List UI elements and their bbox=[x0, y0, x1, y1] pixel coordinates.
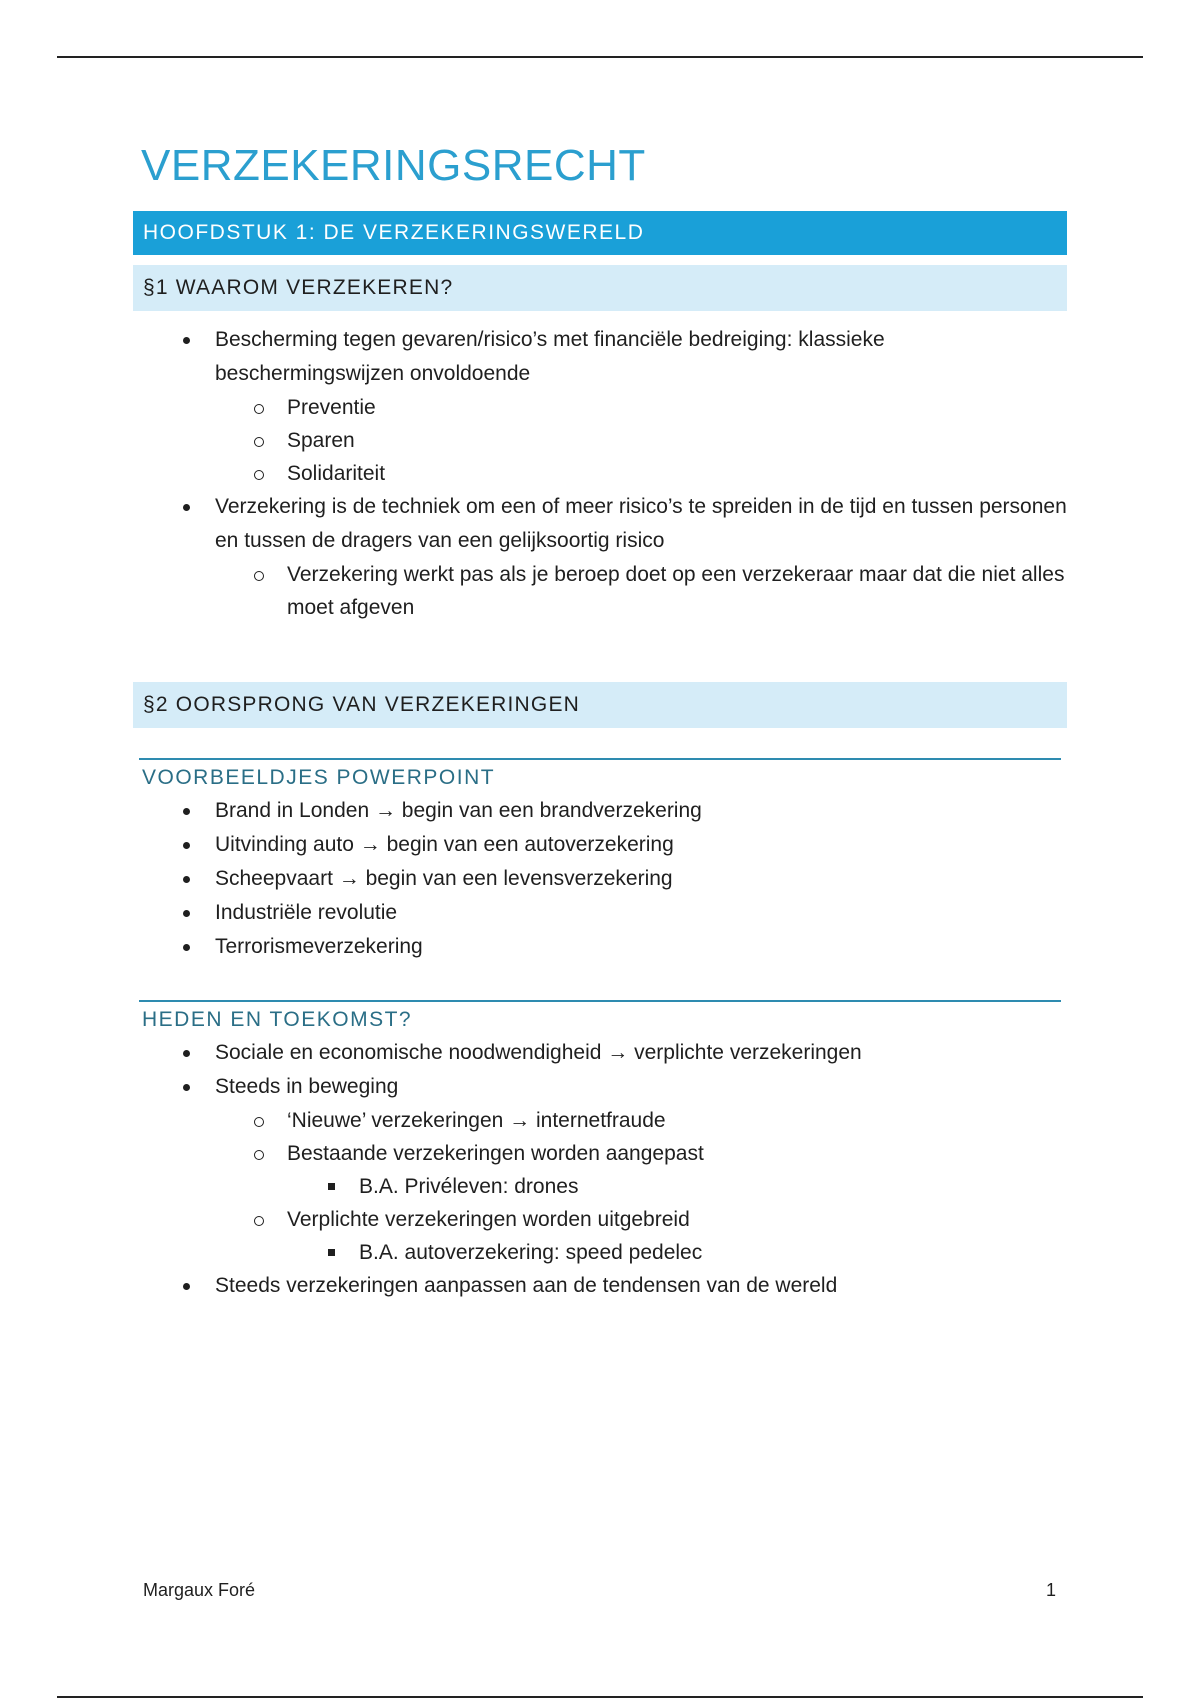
sub-sub-list-item: B.A. Privéleven: drones bbox=[133, 1170, 1067, 1203]
sub-list-item: Verzekering werkt pas als je beroep doet op een verzekeraar maar dat die niet alles moet afgeven bbox=[133, 558, 1067, 624]
sub-list-item: Solidariteit bbox=[133, 457, 1067, 490]
sub-list-item bbox=[133, 1203, 1067, 1269]
sub-sub-list bbox=[287, 1236, 1067, 1269]
heden-list bbox=[133, 1036, 1067, 1303]
sub-list bbox=[215, 391, 1067, 490]
header-rule bbox=[57, 56, 1143, 58]
list-item-text: Verzekering is de techniek om een of meer risico’s te spreiden in de tijd en tussen personen en tussen de dragers van een gelijksoortig risico bbox=[215, 494, 1067, 552]
list-item: Brand in Londen → begin van een brandverzekering bbox=[133, 794, 1067, 828]
chapter-heading: HOOFDSTUK 1: DE VERZEKERINGSWERELD bbox=[133, 211, 1067, 255]
list-item: Industriële revolutie bbox=[133, 896, 1067, 930]
sub-list-item-text: Bestaande verzekeringen worden aangepast bbox=[287, 1141, 704, 1165]
list-item-text: Bescherming tegen gevaren/risico’s met financiële bedreiging: klassieke beschermingswijzen onvoldoende bbox=[215, 327, 885, 385]
footer-rule bbox=[57, 1696, 1143, 1698]
page-number: 1 bbox=[1046, 1580, 1057, 1600]
list-item bbox=[133, 323, 1067, 490]
section-heading-2: §2 OORSPRONG VAN VERZEKERINGEN bbox=[133, 682, 1067, 728]
list-item bbox=[133, 490, 1067, 624]
voorbeeldjes-list bbox=[133, 794, 1067, 964]
sub-list-item: ‘Nieuwe’ verzekeringen → internetfraude bbox=[133, 1104, 1067, 1137]
page-content bbox=[133, 140, 1067, 1303]
sub-list bbox=[215, 1104, 1067, 1269]
footer-author: Margaux Foré bbox=[143, 1580, 256, 1600]
list-item: Uitvinding auto → begin van een autoverzekering bbox=[133, 828, 1067, 862]
sub-list-item: Preventie bbox=[133, 391, 1067, 424]
sub-list-item-text: Verplichte verzekeringen worden uitgebreid bbox=[287, 1207, 690, 1231]
sub-list-item bbox=[133, 1137, 1067, 1203]
section-1-list bbox=[133, 323, 1067, 624]
list-item-text: Steeds in beweging bbox=[215, 1074, 399, 1098]
list-item bbox=[133, 1070, 1067, 1269]
list-item: Steeds verzekeringen aanpassen aan de tendensen van de wereld bbox=[133, 1269, 1067, 1303]
sub-list bbox=[215, 558, 1067, 624]
sub-sub-list bbox=[287, 1170, 1067, 1203]
section-heading-1: §1 WAAROM VERZEKEREN? bbox=[133, 265, 1067, 311]
sub-sub-list-item: B.A. autoverzekering: speed pedelec bbox=[133, 1236, 1067, 1269]
list-item: Sociale en economische noodwendigheid → verplichte verzekeringen bbox=[133, 1036, 1067, 1070]
subsection-heading-voorbeeldjes: VOORBEELDJES POWERPOINT bbox=[139, 758, 1061, 790]
subsection-heading-heden: HEDEN EN TOEKOMST? bbox=[139, 1000, 1061, 1032]
sub-list-item: Sparen bbox=[133, 424, 1067, 457]
document-title: VERZEKERINGSRECHT bbox=[141, 141, 646, 190]
list-item: Terrorismeverzekering bbox=[133, 930, 1067, 964]
list-item: Scheepvaart → begin van een levensverzekering bbox=[133, 862, 1067, 896]
